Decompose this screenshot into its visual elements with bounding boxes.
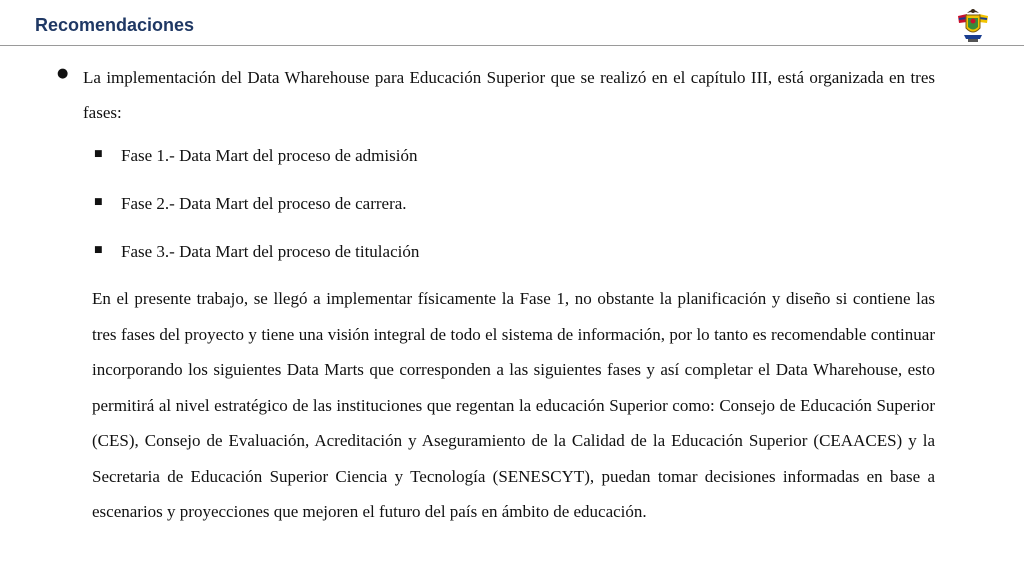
body-paragraph: En el presente trabajo, se llegó a implementar físicamente la Fase 1, no obstante la planificación y diseño si contiene las tres fases del proyecto y tiene una visión integral de todo el sistema de información, por lo tanto es recomendable continuar incorporando los siguientes Data Marts que corresponden a las siguientes fases y así completar el Data Wharehouse, esto permitirá al nivel estratégico de las instituciones que regentan la educación Superior como: Consejo de Educación Superior (CES), Consejo de Evaluación, Acreditación y Aseguramiento de la Calidad de la Educación Superior (CEAACES) y la Secretaria de Educación Superior Ciencia y Tecnología (SENESCYT), puedan tomar decisiones informadas en base a escenarios y proyecciones que mejoren el futuro del país en ámbito de educación. <box>92 289 935 521</box>
phase-item: Fase 3.- Data Mart del proceso de titulación <box>121 242 420 261</box>
round-bullet-icon: ● <box>57 66 69 81</box>
intro-paragraph: La implementación del Data Wharehouse para Educación Superior que se realizó en el capítulo III, está organizada en tres fases: <box>83 68 935 122</box>
phase-item: Fase 1.- Data Mart del proceso de admisión <box>121 146 418 165</box>
page-title: Recomendaciones <box>35 15 195 35</box>
square-bullet-icon: ■ <box>94 149 103 159</box>
phase-item: Fase 2.- Data Mart del proceso de carrera. <box>121 194 407 213</box>
square-bullet-icon: ■ <box>94 197 103 207</box>
square-bullet-icon: ■ <box>94 245 103 255</box>
